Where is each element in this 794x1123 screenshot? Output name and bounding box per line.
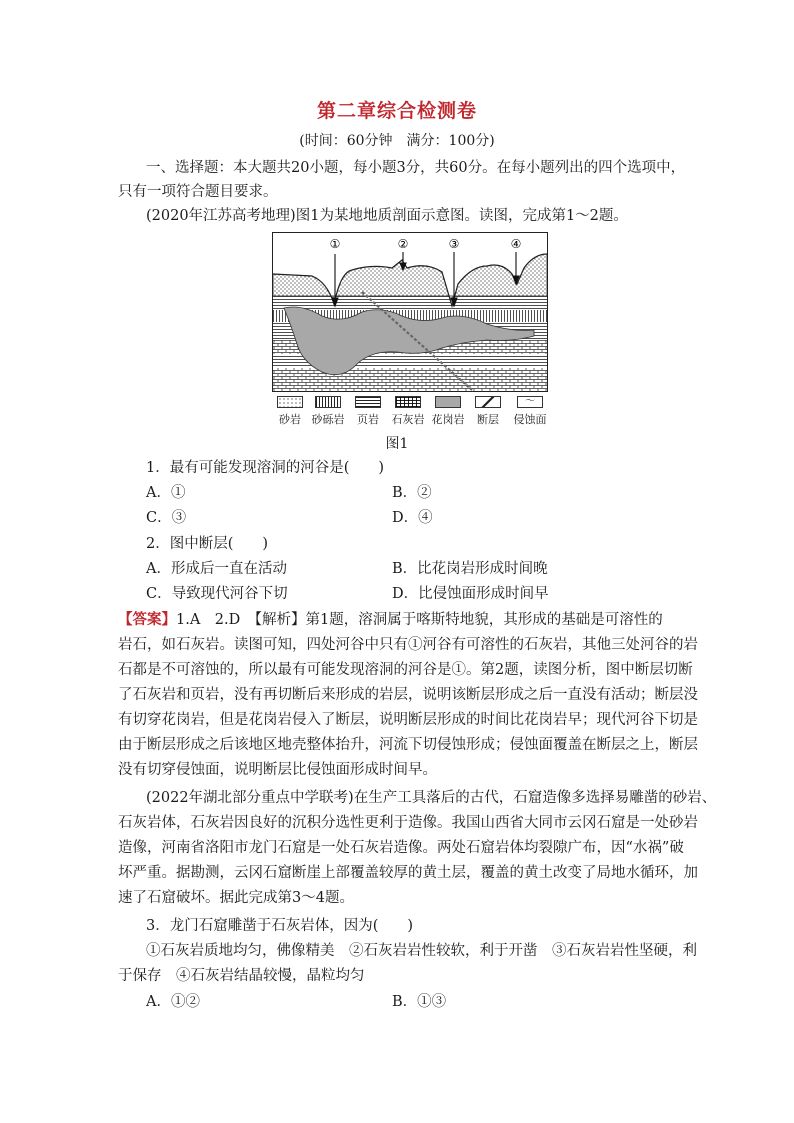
sandstone-swatch bbox=[277, 396, 303, 408]
figure-legend bbox=[272, 396, 562, 432]
q2-option-b[interactable]: B．比花岗岩形成时间晚 bbox=[392, 561, 548, 577]
legend-fault: 断层 bbox=[470, 396, 506, 427]
question-3-stem: 3．龙门石窟雕凿于石灰岩体，因为( ) bbox=[146, 918, 414, 934]
q1-option-b[interactable]: B．② bbox=[392, 485, 432, 501]
question-2-stem: 2．图中断层( ) bbox=[146, 536, 269, 552]
question-1-stem: 1．最有可能发现溶洞的河谷是( ) bbox=[146, 460, 385, 476]
geologic-section-figure bbox=[272, 232, 548, 392]
q3-statements-line-2: 于保存 ④石灰岩结晶较慢，晶粒均匀 bbox=[118, 968, 365, 984]
intro2-line-3: 造像，河南省洛阳市龙门石窟是一处石灰岩造像。两处石窟岩体均裂隙广布，因“水祸”破 bbox=[118, 840, 684, 856]
conglomerate-swatch bbox=[315, 396, 341, 408]
answer-line-5: 有切穿花岗岩，但是花岗岩侵入了断层，说明断层形成的时间比花岗岩早；现代河谷下切是 bbox=[118, 712, 698, 728]
valley-label-1: ① bbox=[329, 237, 341, 251]
legend-conglomerate: 砂砾岩 bbox=[310, 396, 346, 427]
valley-label-4: ④ bbox=[510, 237, 522, 251]
page-title: 第二章综合检测卷 bbox=[316, 100, 477, 122]
answer-line-2: 岩石，如石灰岩。读图可知，四处河谷中只有①河谷有可溶性的石灰岩，其他三处河谷的岩 bbox=[118, 637, 698, 653]
limestone-swatch bbox=[395, 396, 421, 408]
fault-swatch bbox=[475, 396, 501, 408]
section-instruction-line1: 一、选择题：本大题共20小题，每小题3分，共60分。在每小题列出的四个选项中， bbox=[146, 160, 686, 176]
legend-limestone: 石灰岩 bbox=[390, 396, 426, 427]
answer-line-4: 了石灰岩和页岩，没有再切断后来形成的岩层，说明该断层形成之后一直没有活动；断层没 bbox=[118, 687, 698, 703]
q2-option-d[interactable]: D．比侵蚀面形成时间早 bbox=[392, 586, 549, 602]
answer-tag: 【答案】 bbox=[118, 611, 176, 628]
legend-sandstone: 砂岩 bbox=[272, 396, 308, 427]
shale-swatch bbox=[355, 396, 381, 408]
question-intro-1: (2020年江苏高考地理)图1为某地地质剖面示意图。读图，完成第1～2题。 bbox=[146, 208, 628, 224]
q1-option-c[interactable]: C．③ bbox=[146, 510, 187, 526]
erosion-surface-swatch: ～ bbox=[517, 396, 543, 408]
legend-shale: 页岩 bbox=[350, 396, 386, 427]
intro2-line-1: (2022年湖北部分重点中学联考)在生产工具落后的古代，石窟造像多选择易雕凿的砂岩、 bbox=[146, 790, 717, 806]
valley-label-2: ② bbox=[397, 237, 409, 251]
answer-line-7: 没有切穿侵蚀面，说明断层比侵蚀面形成时间早。 bbox=[118, 762, 437, 778]
answer-text-1: 1.A 2.D 【解析】第1题，溶洞属于喀斯特地貌，其形成的基础是可溶性的 bbox=[176, 612, 663, 628]
q1-option-d[interactable]: D．④ bbox=[392, 510, 433, 526]
legend-erosion-surface: ～ 侵蚀面 bbox=[513, 396, 547, 426]
valley-label-3: ③ bbox=[448, 237, 460, 251]
exam-time-info: (时间：60分钟 满分：100分) bbox=[299, 133, 495, 149]
intro2-line-5: 速了石窟破坏。据此完成第3～4题。 bbox=[118, 890, 354, 906]
q1-option-a[interactable]: A．① bbox=[146, 485, 186, 501]
figure-caption: 图1 bbox=[385, 436, 409, 452]
section-instruction-line2: 只有一项符合题目要求。 bbox=[118, 184, 278, 200]
q2-option-c[interactable]: C．导致现代河谷下切 bbox=[146, 586, 288, 602]
answer-line-6: 由于断层形成之后该地区地壳整体抬升，河流下切侵蚀形成；侵蚀面覆盖在断层之上，断层 bbox=[118, 737, 698, 753]
answer-line-3: 石都是不可溶蚀的，所以最有可能发现溶洞的河谷是①。第2题，读图分析，图中断层切断 bbox=[118, 662, 693, 678]
intro2-line-4: 坏严重。据勘测，云冈石窟断崖上部覆盖较厚的黄土层，覆盖的黄土改变了局地水循环，加 bbox=[118, 865, 698, 881]
q3-statements-line-1: ①石灰岩质地均匀，佛像精美 ②石灰岩岩性较软，利于开凿 ③石灰岩岩性坚硬，利 bbox=[146, 943, 697, 959]
answer-line-1 bbox=[118, 608, 663, 632]
q3-option-b[interactable]: B．①③ bbox=[392, 994, 447, 1010]
q3-option-a[interactable]: A．①② bbox=[146, 994, 200, 1010]
legend-granite: 花岗岩 bbox=[430, 396, 466, 427]
granite-swatch bbox=[435, 396, 461, 408]
q2-option-a[interactable]: A．形成后一直在活动 bbox=[146, 561, 287, 577]
intro2-line-2: 石灰岩体，石灰岩因良好的沉积分选性更利于造像。我国山西省大同市云冈石窟是一处砂岩 bbox=[118, 815, 698, 831]
